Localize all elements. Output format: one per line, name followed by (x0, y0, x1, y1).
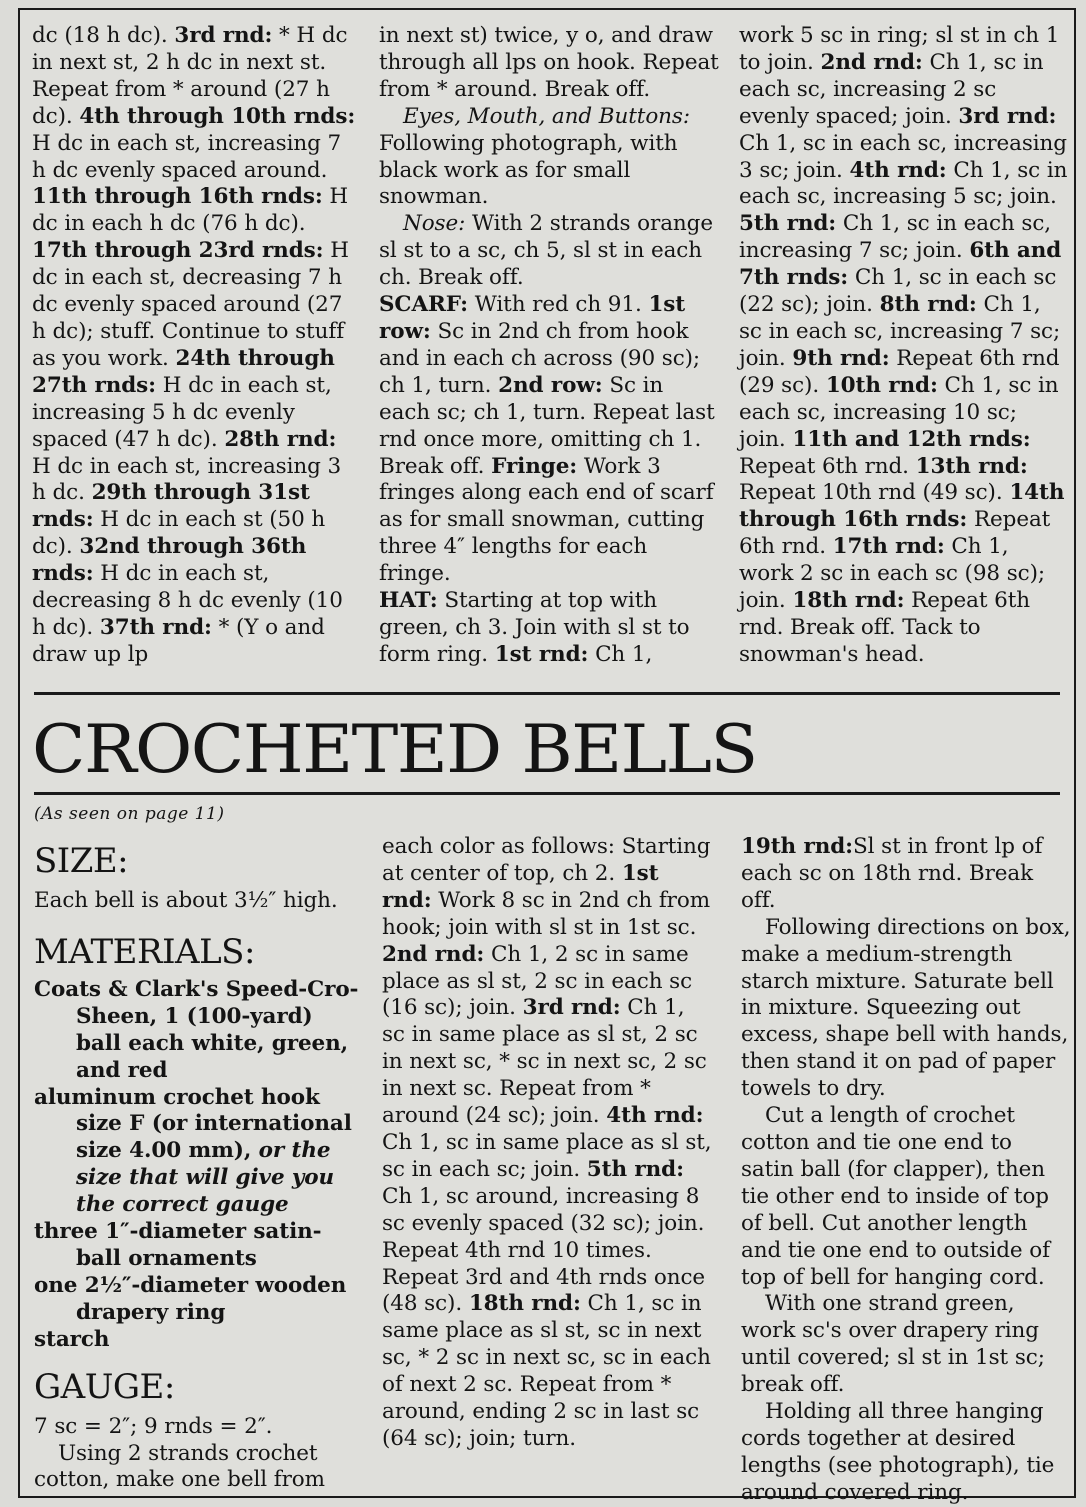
text-run: Starting at top with green, ch 3. Join with sl st to form ring. (379, 588, 690, 667)
text-run: 2nd rnd: (382, 941, 485, 967)
text-run: H dc in each st (50 h dc). (32, 507, 326, 560)
top-column-3 (739, 23, 1069, 669)
text-run: H dc in each st, increasing 7 h dc evenly spaced around. (32, 130, 342, 183)
text-run: starch (34, 1326, 110, 1352)
size-text: Each bell is about 3½″ high. (34, 888, 338, 913)
bottom-column-3 (741, 834, 1071, 1507)
text-run: H dc in each st, increasing 5 h dc evenly spaced (47 h dc). (32, 372, 332, 452)
text-run: aluminum crochet hook size F (or international size 4.00 mm), (34, 1084, 352, 1164)
text-run: Repeat 10th rnd (49 sc). (739, 480, 1010, 506)
bottom-col3-para4: With one strand green, work sc's over drapery ring until covered; sl st in 1st sc; break off. (741, 1291, 1045, 1398)
text-run: Ch 1, sc in same place as sl st, 2 sc in next sc, * sc in next sc, 2 sc in next sc. Repeat from * around (24 sc); join. (382, 995, 707, 1129)
material-item (34, 1219, 364, 1273)
gauge-text: 7 sc = 2″; 9 rnds = 2″. (34, 1413, 273, 1439)
text-run: Ch 1, sc in each sc, increasing 5 sc; join. (739, 157, 1068, 210)
text-run: 17th through 23rd rnds: (32, 238, 324, 264)
text-run: Ch 1, sc around, increasing 8 sc evenly spaced (32 sc); join. Repeat 4th rnd 10 times. Repeat 3rd and 4th rnds once (48 sc). (382, 1183, 706, 1317)
text-run: each color as follows: Starting at center of top, ch 2. (382, 834, 711, 886)
text-run: 10th rnd: (825, 372, 938, 398)
text-run: * H dc in next st, 2 h dc in next st. Repeat from * around (27 h dc). (32, 23, 348, 129)
text-run: 29th through 31st rnds: (32, 480, 310, 533)
text-run: three 1″-diameter satin-ball ornaments (34, 1219, 322, 1271)
text-run: 4th through 10th rnds: (79, 103, 356, 129)
text-run: 24th through 27th rnds: (32, 345, 335, 398)
text-run: * (Y o and draw up lp (32, 614, 325, 667)
text-run: 1st rnd: (494, 641, 589, 667)
top-col2-para1: in next st) twice, y o, and draw through all lps on hook. Repeat from * around. Break off. (379, 23, 719, 102)
text-run: 4th rnd: (849, 157, 947, 183)
text-run: 14th through 16th rnds: (739, 480, 1065, 533)
text-run: SCARF: (379, 292, 469, 318)
text-run: H dc in each h dc (76 h dc). (32, 184, 349, 237)
text-run: Work 8 sc in 2nd ch from hook; join with sl st in 1st sc. (382, 887, 710, 940)
text-run: With red ch 91. (468, 292, 649, 318)
text-run: Ch 1, 2 sc in same place as sl st, 2 sc in each sc (16 sc); join. (382, 941, 693, 1021)
text-run: 13th rnd: (915, 453, 1028, 479)
text-run: Ch 1, sc in each sc, increasing 2 sc evenly spaced; join. (739, 49, 1044, 129)
text-run: 11th and 12th rnds: (792, 426, 1031, 452)
text-run: 37th rnd: (99, 614, 212, 640)
bottom-col3-para2: Following directions on box, make a medium-strength starch mixture. Saturate bell in mixture. Squeezing out excess, shape bell with hands, then stand it on pad of paper towels to dry. (741, 914, 1071, 1102)
text-run: 3rd rnd: (174, 23, 273, 48)
text-run: 17th rnd: (832, 534, 945, 560)
scarf-para (379, 292, 719, 588)
text-run: Repeat 6th rnd. (739, 453, 916, 479)
top-col3-text (739, 23, 1069, 669)
text-run: dc (18 h dc). (32, 23, 175, 48)
text-run: Sc in 2nd ch from hook and in each ch across (90 sc); ch 1, turn. (379, 318, 701, 398)
text-run: Ch 1, sc in each sc, increasing 7 sc; join. (739, 292, 1061, 371)
text-run: H dc in each st, decreasing 8 h dc evenly (10 h dc). (32, 561, 343, 640)
magazine-page (18, 8, 1076, 1505)
materials-list (34, 977, 364, 1354)
text-run: Fringe: (491, 453, 578, 479)
text-run: 9th rnd: (792, 345, 890, 371)
text-run: Sl st in front lp of each sc on 18th rnd. Break off. (741, 834, 1043, 913)
text-run: Repeat 6th rnd. Break off. Tack to snowman's head. (739, 588, 1030, 667)
material-item (34, 1327, 364, 1354)
top-column-1 (32, 23, 360, 669)
hat-para (379, 588, 719, 669)
material-item (34, 1085, 364, 1220)
text-run: 2nd rnd: (820, 49, 923, 75)
text-run: 1st row: (379, 292, 686, 344)
text-run: 18th rnd: (792, 588, 905, 614)
text-run: 11th through 16th rnds: (32, 184, 323, 210)
text-run: 3rd rnd: (522, 995, 621, 1021)
material-item (34, 1273, 364, 1327)
text-run: HAT: (379, 588, 438, 614)
text-run: Repeat 6th rnd. (739, 507, 1051, 560)
text-run: 3rd rnd: (958, 103, 1057, 129)
text-run: Ch 1, sc in each sc, increasing 7 sc; join. (739, 211, 1051, 264)
text-run: Ch 1, sc in same place as sl st, sc in next sc, * 2 sc in next sc, sc in each of next 2 sc. Repeat from * around, ending 2 sc in last sc (64 sc); join; turn. (382, 1291, 711, 1451)
text-run: Ch 1, sc in same place as sl st, sc in each sc; join. (382, 1129, 712, 1182)
bottom-col3-para3: Cut a length of crochet cotton and tie one end to satin ball (for clapper), then tie other end to inside of top of bell. Cut another length and tie one end to outside of top of bell for hanging cord. (741, 1103, 1050, 1290)
eyes-text: Following photograph, with black work as for small snowman. (379, 130, 678, 210)
text-run: work 5 sc in ring; sl st in ch 1 to join. (739, 23, 1060, 75)
bell-instructions (382, 834, 712, 1453)
text-run: 6th and 7th rnds: (739, 238, 1062, 291)
gauge-para: Using 2 strands crochet cotton, make one bell from (34, 1440, 325, 1493)
top-col2-para2 (379, 104, 719, 212)
material-item (34, 977, 364, 1085)
text-run: 5th rnd: (586, 1156, 684, 1182)
text-run: Ch 1, sc in each sc, increasing 10 sc; join. (739, 372, 1059, 452)
title-bottom-rule (34, 792, 1060, 795)
text-run: 8th rnd: (879, 292, 977, 318)
nose-label: Nose: (403, 211, 466, 237)
text-run: 1st rnd: (382, 860, 659, 913)
text-run: 5th rnd: (739, 211, 837, 237)
text-run: 32nd through 36th rnds: (32, 534, 307, 587)
text-run: 18th rnd: (468, 1291, 581, 1317)
materials-heading: MATERIALS: (34, 931, 255, 972)
text-run: 4th rnd: (606, 1103, 704, 1129)
title-top-rule (34, 692, 1060, 695)
text-run: Repeat 6th rnd (29 sc). (739, 345, 1060, 398)
text-run: Ch 1, sc in each sc, increasing 3 sc; join. (739, 130, 1067, 183)
gauge-heading: GAUGE: (34, 1366, 175, 1407)
top-col1-text (32, 23, 360, 669)
text-run: Sc in each sc; ch 1, turn. Repeat last rnd once more, omitting ch 1. Break off. (379, 372, 715, 479)
text-run: Coats & Clark's Speed-Cro-Sheen, 1 (100-yard) ball each white, green, and red (34, 976, 359, 1083)
text-run: 2nd row: (498, 372, 603, 398)
text-run: Ch 1, (588, 641, 653, 667)
text-run: or the size that will give you the correct gauge (76, 1138, 335, 1218)
text-run: Ch 1, sc in each sc (22 sc); join. (739, 265, 1057, 318)
text-run: Ch 1, work 2 sc in each sc (98 sc); join. (739, 534, 1046, 614)
page-reference: (As seen on page 11) (34, 804, 225, 824)
top-col2-para3 (379, 211, 719, 292)
nose-text: With 2 strands orange sl st to a sc, ch 5, sl st in each ch. Break off. (379, 211, 713, 291)
text-run: H dc in each st, increasing 3 h dc. (32, 453, 342, 506)
bottom-col3-para5: Holding all three hanging cords together at desired lengths (see photograph), tie around covered ring. (741, 1399, 1055, 1505)
text-run: Work 3 fringes along each end of scarf as for small snowman, cutting three 4″ lengths for each fringe. (379, 453, 714, 587)
text-run: H dc in each st, decreasing 7 h dc evenly spaced around (27 h dc); stuff. Continue to stuff as you work. (32, 238, 349, 371)
bottom-column-1 (34, 802, 364, 1494)
top-column-2 (379, 23, 719, 669)
bottom-col3-para1 (741, 834, 1071, 915)
text-run: 19th rnd: (741, 834, 853, 859)
size-heading: SIZE: (34, 841, 129, 881)
text-run: one 2½″-diameter wooden drapery ring (34, 1272, 347, 1325)
section-title: CROCHETED BELLS (32, 711, 757, 788)
text-run: 28th rnd: (224, 426, 337, 452)
eyes-label: Eyes, Mouth, and Buttons: (403, 103, 690, 129)
bottom-column-2 (382, 834, 712, 1453)
